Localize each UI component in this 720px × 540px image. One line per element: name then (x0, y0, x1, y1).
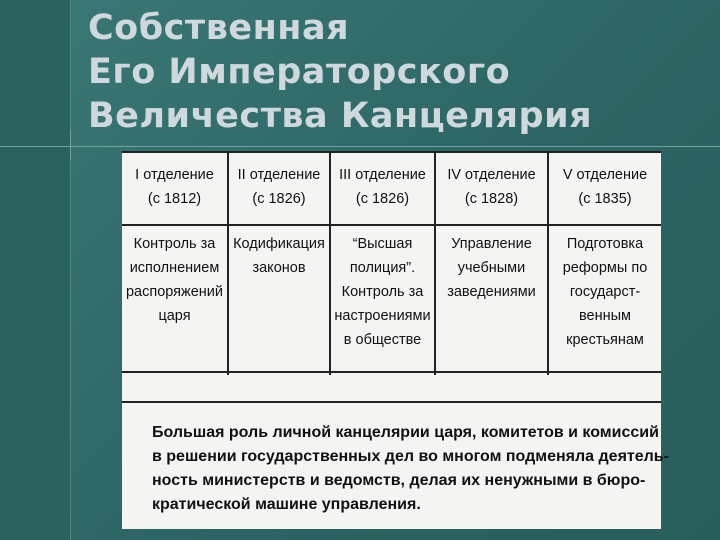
description-line: Кодификация (233, 236, 325, 252)
department-year: (с 1835) (578, 191, 632, 207)
description-line: государст- (569, 284, 641, 300)
title-line-1: Собственная (88, 8, 350, 48)
note-line: кратической машине управления. (152, 496, 421, 513)
description-line: Подготовка (566, 236, 644, 252)
department-header-3 (331, 153, 436, 226)
description-line: исполнением (129, 260, 220, 276)
department-name: IV отделение (447, 167, 536, 183)
title-line-2: Его Императорского (88, 52, 511, 92)
department-header-1 (122, 153, 229, 226)
note-line: в решении государственных дел во многом подменяла деятель- (152, 448, 669, 465)
department-name: II отделение (237, 167, 321, 183)
description-line: полиция”. (349, 260, 416, 276)
description-line: Контроль за (133, 236, 216, 252)
description-line: Управление (451, 236, 532, 252)
slide-left-band (0, 0, 71, 540)
description-line: реформы по (562, 260, 648, 276)
department-description-2 (229, 226, 331, 375)
department-description-1 (122, 226, 229, 375)
description-line: “Высшая (352, 236, 413, 252)
department-header-2 (229, 153, 331, 226)
description-line: законов (252, 260, 306, 276)
description-line: царя (158, 308, 191, 324)
decorative-horizontal-line (0, 146, 720, 147)
department-year: (с 1828) (464, 191, 519, 207)
table-spacer-row (122, 373, 661, 403)
department-description-3 (331, 226, 436, 375)
description-line: в обществе (343, 332, 422, 348)
description-line: настроениями (334, 308, 431, 324)
department-header-5 (549, 153, 661, 226)
department-name: V отделение (562, 167, 648, 183)
description-line: распоряжений (125, 284, 224, 300)
department-description-4 (436, 226, 549, 375)
department-year: (с 1826) (355, 191, 410, 207)
slide-title (88, 6, 592, 138)
note-line: Большая роль личной канцелярии царя, комитетов и комиссий (152, 424, 659, 441)
description-line: Контроль за (341, 284, 424, 300)
description-line: крестьянам (566, 332, 644, 348)
note-line: ность министерств и ведомств, делая их ненужными в бюро- (152, 472, 646, 489)
description-line: учебными (457, 260, 526, 276)
summary-note (152, 421, 669, 517)
department-name: III отделение (339, 167, 426, 183)
department-year: (с 1826) (252, 191, 306, 207)
decorative-vertical-line (70, 130, 71, 160)
description-line: заведениями (447, 284, 536, 300)
department-header-4 (436, 153, 549, 226)
department-year: (с 1812) (147, 191, 202, 207)
departments-table (122, 151, 661, 373)
title-line-3: Величества Канцелярия (88, 96, 593, 136)
department-description-5 (549, 226, 661, 375)
chancellery-table-image (122, 151, 669, 529)
description-line: венным (578, 308, 631, 324)
department-name: I отделение (135, 167, 214, 183)
